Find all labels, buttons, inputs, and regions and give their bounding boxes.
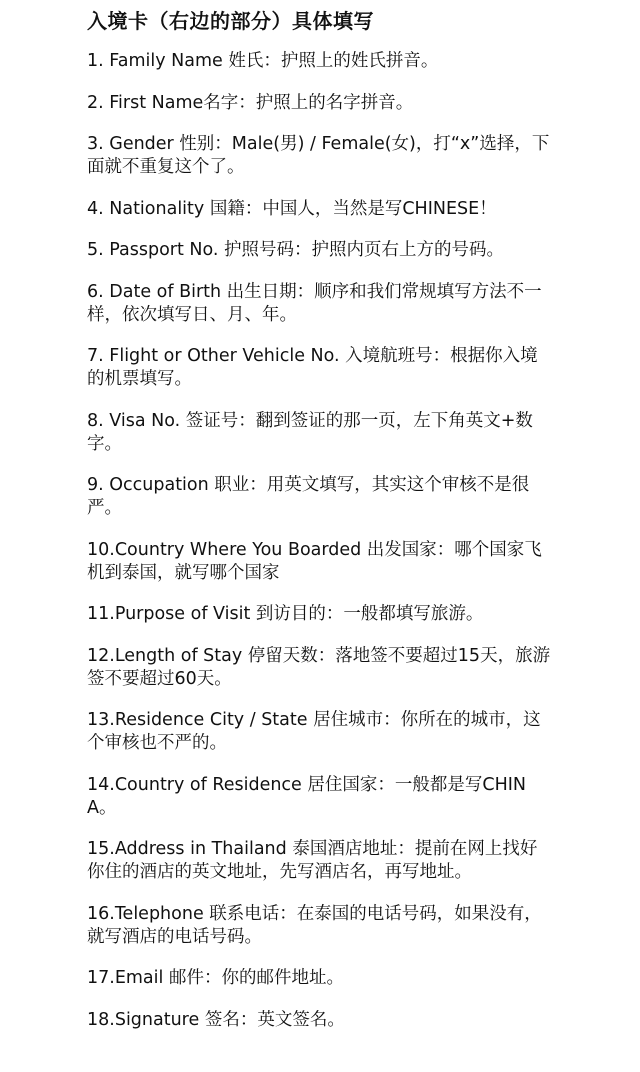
instruction-list	[87, 50, 552, 1032]
list-item-residence-city: 13.Residence City / State 居住城市：你所在的城市，这个审核也不严的。	[87, 710, 541, 753]
list-item-family-name: 1. Family Name 姓氏：护照上的姓氏拼音。	[87, 51, 439, 71]
list-item-signature: 18.Signature 签名：英文签名。	[87, 1009, 345, 1030]
list-item-visa-no: 8. Visa No. 签证号：翻到签证的那一页，左下角英文+数字。	[87, 410, 533, 454]
list-item-country-of-residence: 14.Country of Residence 居住国家：一般都是写CHINA。	[87, 774, 527, 818]
list-item-purpose-of-visit: 11.Purpose of Visit 到访目的：一般都填写旅游。	[87, 604, 484, 624]
list-item-gender: 3. Gender 性别：Male(男) / Female(女)，打“x”选择，下面就不重复这个了。	[87, 134, 550, 177]
list-item-length-of-stay: 12.Length of Stay 停留天数：落地签不要超过15天，旅游签不要超过60天。	[87, 645, 551, 689]
list-item-nationality: 4. Nationality 国籍：中国人，当然是写CHINESE！	[87, 198, 497, 219]
list-item-passport-no: 5. Passport No. 护照号码：护照内页右上方的号码。	[87, 240, 505, 260]
list-item-occupation: 9. Occupation 职业：用英文填写，其实这个审核不是很严。	[87, 475, 530, 518]
list-item-telephone: 16.Telephone 联系电话：在泰国的电话号码，如果没有，就写酒店的电话号码。	[87, 903, 542, 947]
list-item-address-in-thailand: 15.Address in Thailand 泰国酒店地址：提前在网上找好你住的酒店的英文地址，先写酒店名，再写地址。	[87, 839, 538, 882]
page-title: 入境卡（右边的部分）具体填写	[87, 9, 374, 33]
list-item-email: 17.Email 邮件：你的邮件地址。	[87, 968, 344, 988]
list-item-country-boarded: 10.Country Where You Boarded 出发国家：哪个国家飞机到泰国，就写哪个国家	[87, 539, 542, 583]
list-item-flight-no: 7. Flight or Other Vehicle No. 入境航班号：根据你入境的机票填写。	[87, 346, 538, 389]
list-item-first-name: 2. First Name名字：护照上的名字拼音。	[87, 92, 414, 113]
list-item-date-of-birth: 6. Date of Birth 出生日期：顺序和我们常规填写方法不一样，依次填写日、月、年。	[87, 281, 542, 325]
